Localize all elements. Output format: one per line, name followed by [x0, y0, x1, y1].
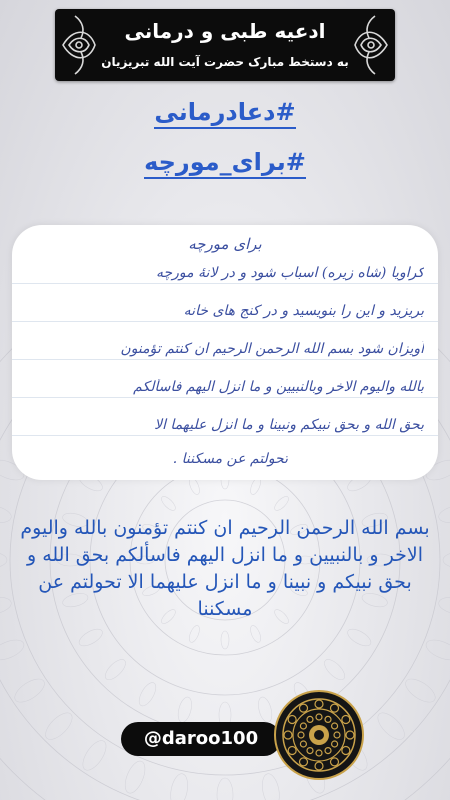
- handwritten-note: [12, 225, 438, 480]
- header-subtitle: به دستخط مبارک حضرت آیت الله تبریزیان: [101, 55, 349, 69]
- header-title: ادعیه طبی و درمانی: [124, 19, 326, 43]
- note-line: بالله والیوم الاخر وبالنبیین و ما انزل الیهم فاسألکم: [133, 379, 424, 395]
- channel-handle: @daroo100: [143, 728, 259, 749]
- note-line: بریزید و این را بنویسید و در کنج های خانه: [183, 303, 424, 319]
- note-line: کراویا (شاه زیره) اسباب شود و در لانۀ مورچه: [155, 265, 424, 281]
- corner-ornament-icon: [55, 8, 107, 82]
- note-line: آویزان شود بسم الله الرحمن الرحیم ان کنتم تؤمنون: [120, 341, 424, 357]
- channel-handle-badge[interactable]: [121, 722, 281, 756]
- hashtag-doa-darmani[interactable]: #دعادرمانی: [0, 98, 450, 126]
- note-line: بحق الله و بحق نبیکم ونبینا و ما انزل علیهما الا: [154, 417, 424, 433]
- dua-text: بسم الله الرحمن الرحیم ان کنتم تؤمنون بالله والیوم الاخر و بالنبیین و ما انزل الیهم فاسألکم بحق الله و بحق نبیکم و نبینا و ما انزل علیهما الا تحولتم عن مسکننا: [20, 517, 430, 620]
- note-title: برای مورچه: [188, 235, 262, 253]
- note-line: تحولتم عن مسکننا .: [172, 451, 288, 467]
- channel-logo-icon: [273, 689, 365, 781]
- hashtag-baraye-moorche[interactable]: #برای_مورچه: [0, 148, 450, 176]
- corner-ornament-icon: [343, 8, 395, 82]
